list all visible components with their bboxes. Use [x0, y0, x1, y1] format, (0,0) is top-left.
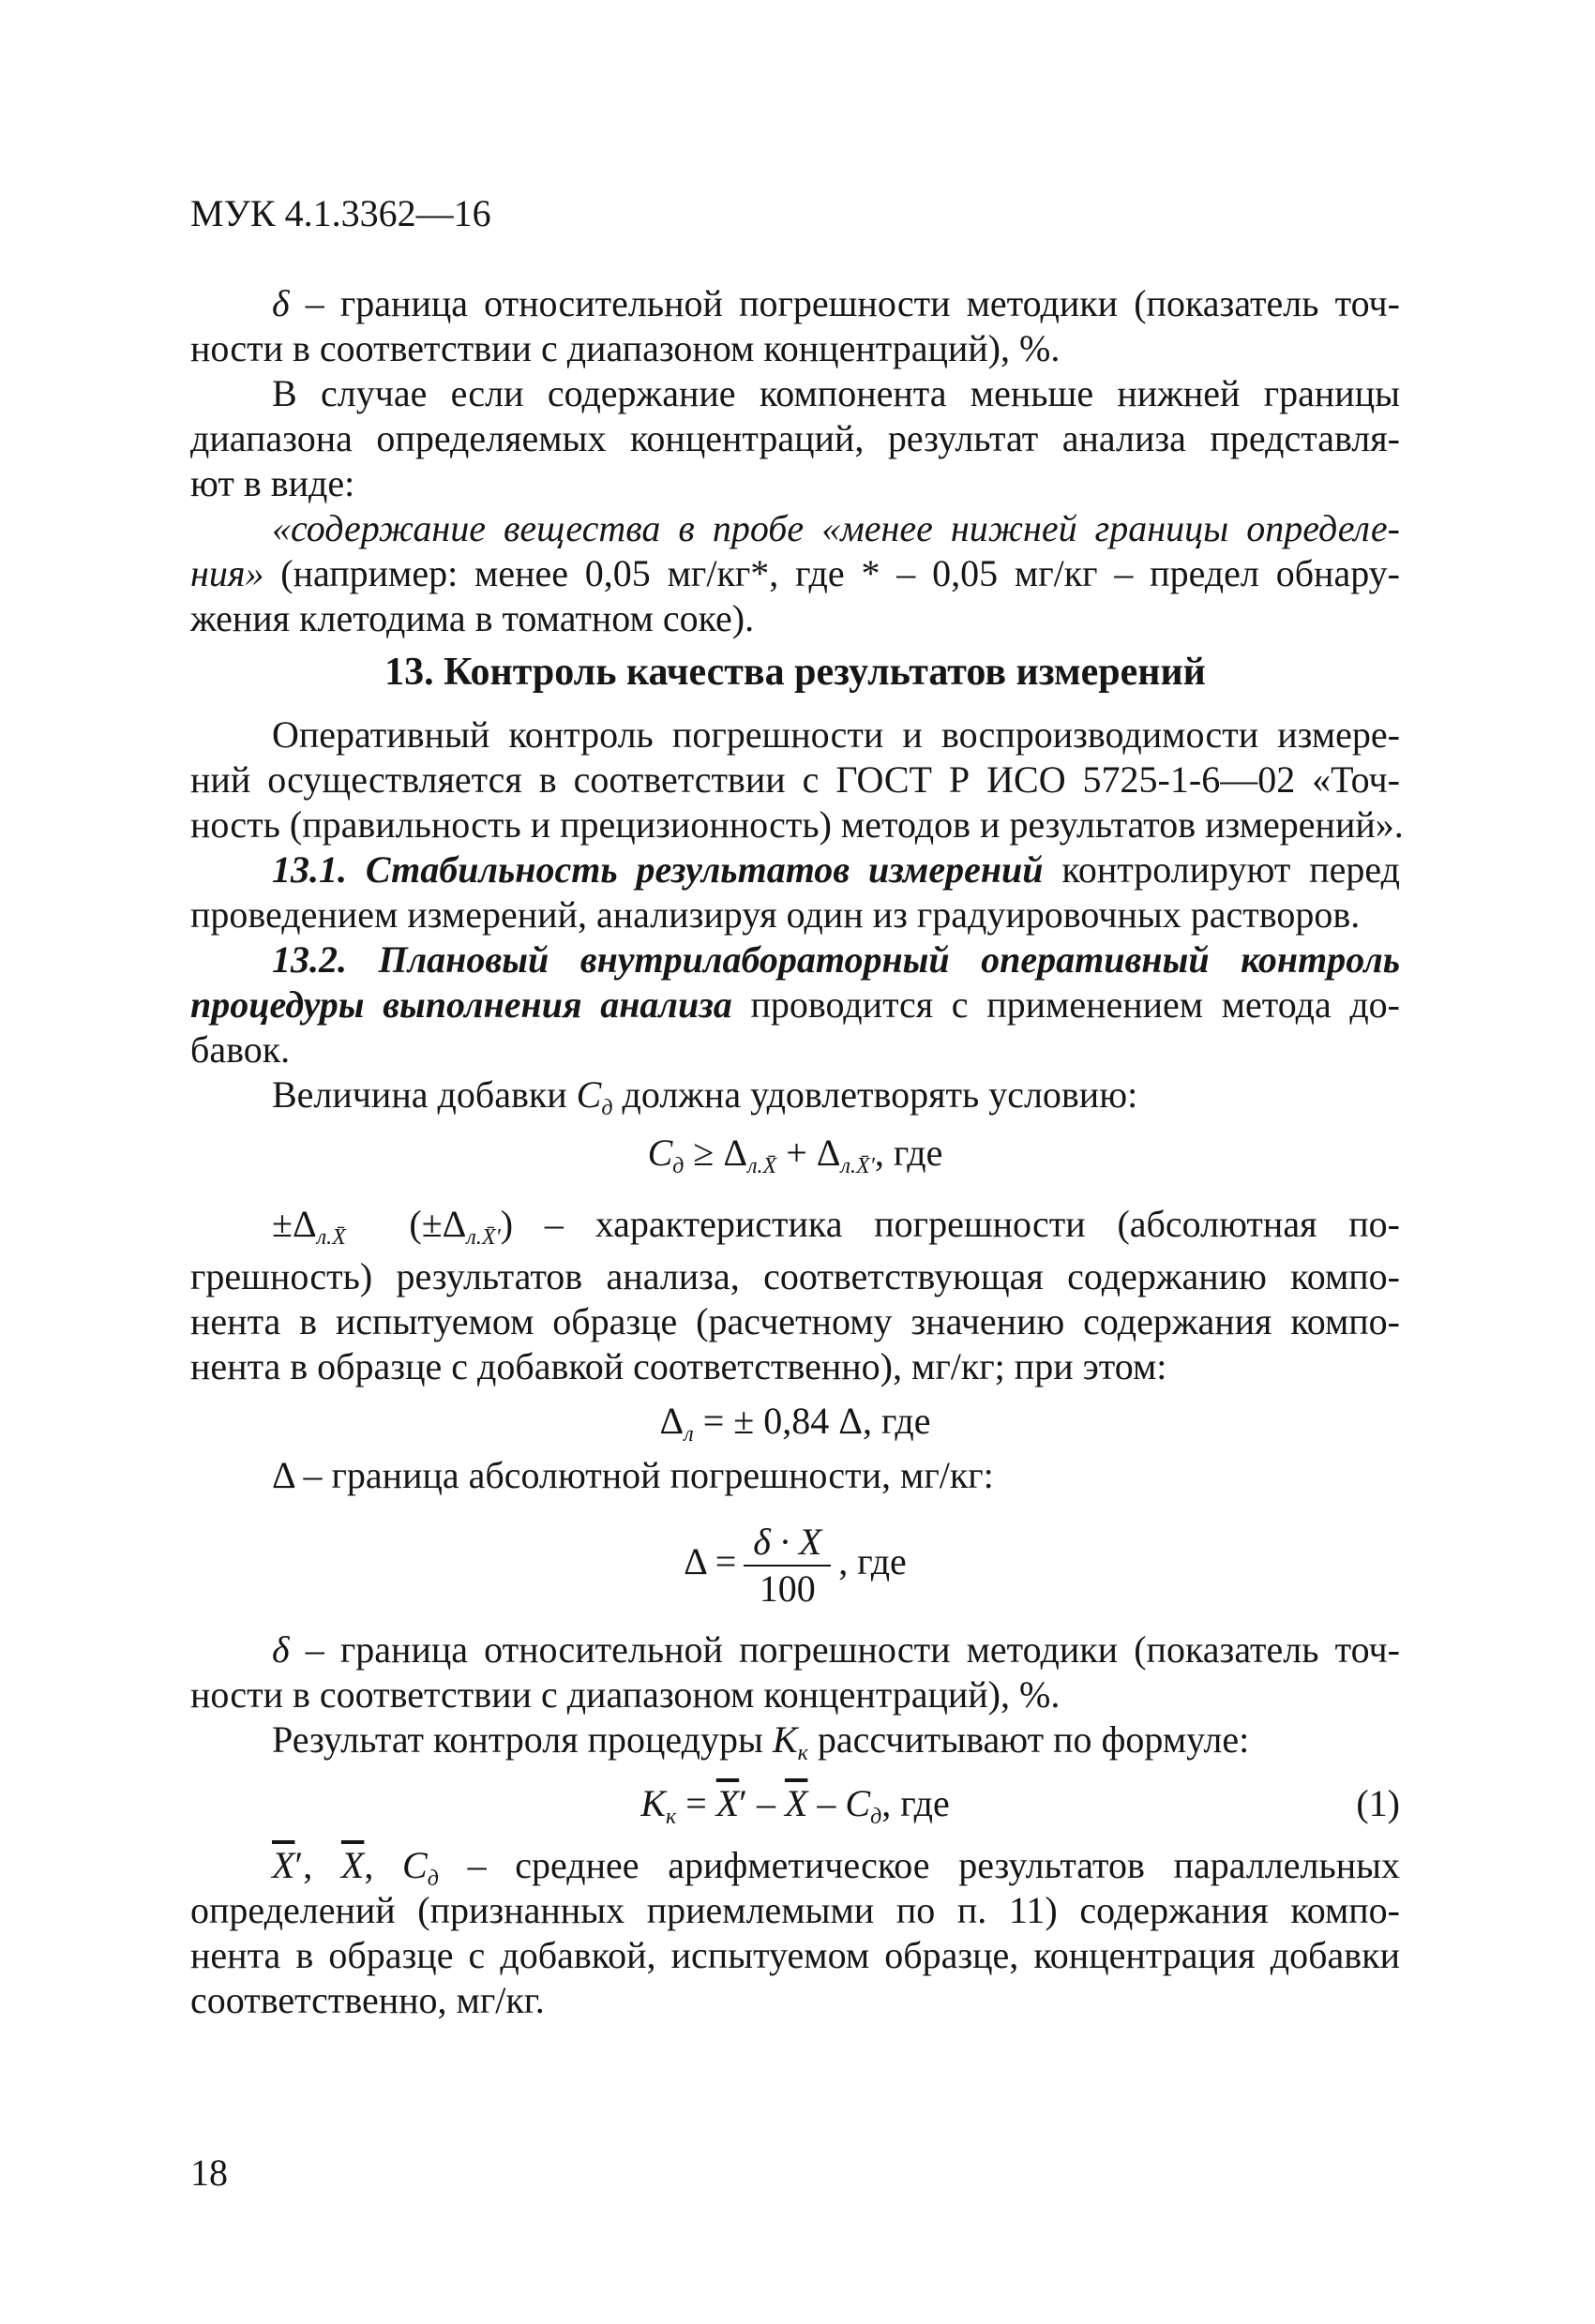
document-header: МУК 4.1.3362—16: [190, 192, 491, 234]
formula-condition: $C_д \ge \Delta_{л.X̄} + \Delta_{л.X̄'}$, где: [647, 1132, 943, 1178]
paragraph-line: Результат контроля процедуры $K_к$ рассчитывают по формуле:: [272, 1718, 1250, 1765]
equation-number: (1): [1356, 1782, 1400, 1824]
paragraph-line: процедуры выполнения анализа проводится с применением метода до-: [190, 983, 1400, 1026]
paragraph-line: нента в испытуемом образце (расчетному значению содержания компо-: [190, 1300, 1400, 1342]
paragraph-line: проведением измерений, анализируя один из градуировочных растворов.: [190, 893, 1361, 936]
paragraph-line: диапазона определяемых концентраций, результат анализа представля-: [190, 417, 1400, 459]
paragraph-line: грешность) результатов анализа, соответствующая содержанию компо-: [190, 1255, 1400, 1297]
paragraph-line: Δ – граница абсолютной погрешности, мг/кг:: [272, 1454, 994, 1496]
paragraph-line: δ – граница относительной погрешности методики (показатель точ-: [272, 282, 1400, 324]
paragraph-line: ности в соответствии с диапазоном концентраций), %.: [190, 327, 1061, 369]
paragraph-line: ний осуществляется в соответствии с ГОСТ Р ИСО 5725-1-6—02 «Точ-: [190, 758, 1400, 801]
paragraph-line: «содержание вещества в пробе «менее нижней границы определе-: [272, 507, 1400, 549]
paragraph-line: 13.1. Стабильность результатов измерений контролируют перед: [272, 848, 1401, 891]
paragraph-line: 13.2. Плановый внутрилабораторный оперативный контроль: [272, 938, 1400, 981]
paragraph-line: нента в образце с добавкой соответственно), мг/кг; при этом:: [190, 1345, 1167, 1387]
paragraph-line: нента в образце с добавкой, испытуемом образце, концентрация добавки: [190, 1934, 1400, 1976]
page-number: 18: [190, 2152, 228, 2194]
paragraph-line: жения клетодима в томатном соке).: [190, 597, 755, 639]
delta-symbol: δ: [272, 282, 290, 324]
section-heading: 13. Контроль качества результатов измерений: [384, 651, 1206, 694]
paragraph-line: Оперативный контроль погрешности и воспроизводимости измере-: [272, 713, 1400, 756]
formula-delta-l: $\Delta_л$ = ± 0,84 Δ, где: [659, 1400, 931, 1447]
paragraph-line: δ – граница относительной погрешности методики (показатель точ-: [272, 1628, 1400, 1671]
paragraph-line: $\pm\Delta_{л.X̄}$ $(\pm\Delta_{л.X̄'})$ – характеристика погрешности (абсолютная по-: [272, 1203, 1400, 1250]
paragraph-line: ности в соответствии с диапазоном концентраций), %.: [190, 1673, 1061, 1716]
paragraph-line: бавок.: [190, 1028, 291, 1071]
formula-delta-fraction: Δ = $\frac{\delta \cdot X}{100}$ , где: [684, 1520, 907, 1610]
paragraph-line: Величина добавки $C_д$ должна удовлетворять условию:: [272, 1073, 1138, 1120]
paragraph-line: определений (признанных приемлемыми по п. 11) содержания компо-: [190, 1889, 1400, 1931]
paragraph-line: соответственно, мг/кг.: [190, 1979, 545, 2021]
formula-control-result: $K_к = \overline{X}' - \overline{X} - C_д$, где: [640, 1782, 950, 1829]
fraction: $\frac{\delta \cdot X}{100}$: [744, 1522, 831, 1610]
paragraph-line: ют в виде:: [190, 462, 355, 504]
paragraph-line: $\overline{X}'$, $\overline{X}$, $C_д$ – среднее арифметическое результатов параллельных: [272, 1844, 1400, 1891]
paragraph-line: В случае если содержание компонента меньше нижней границы: [272, 372, 1400, 414]
paragraph-line: ность (правильность и прецизионность) методов и результатов измерений».: [190, 803, 1404, 846]
paragraph-line: ния» (например: менее 0,05 мг/кг*, где * – 0,05 мг/кг – предел обнару-: [190, 552, 1400, 594]
